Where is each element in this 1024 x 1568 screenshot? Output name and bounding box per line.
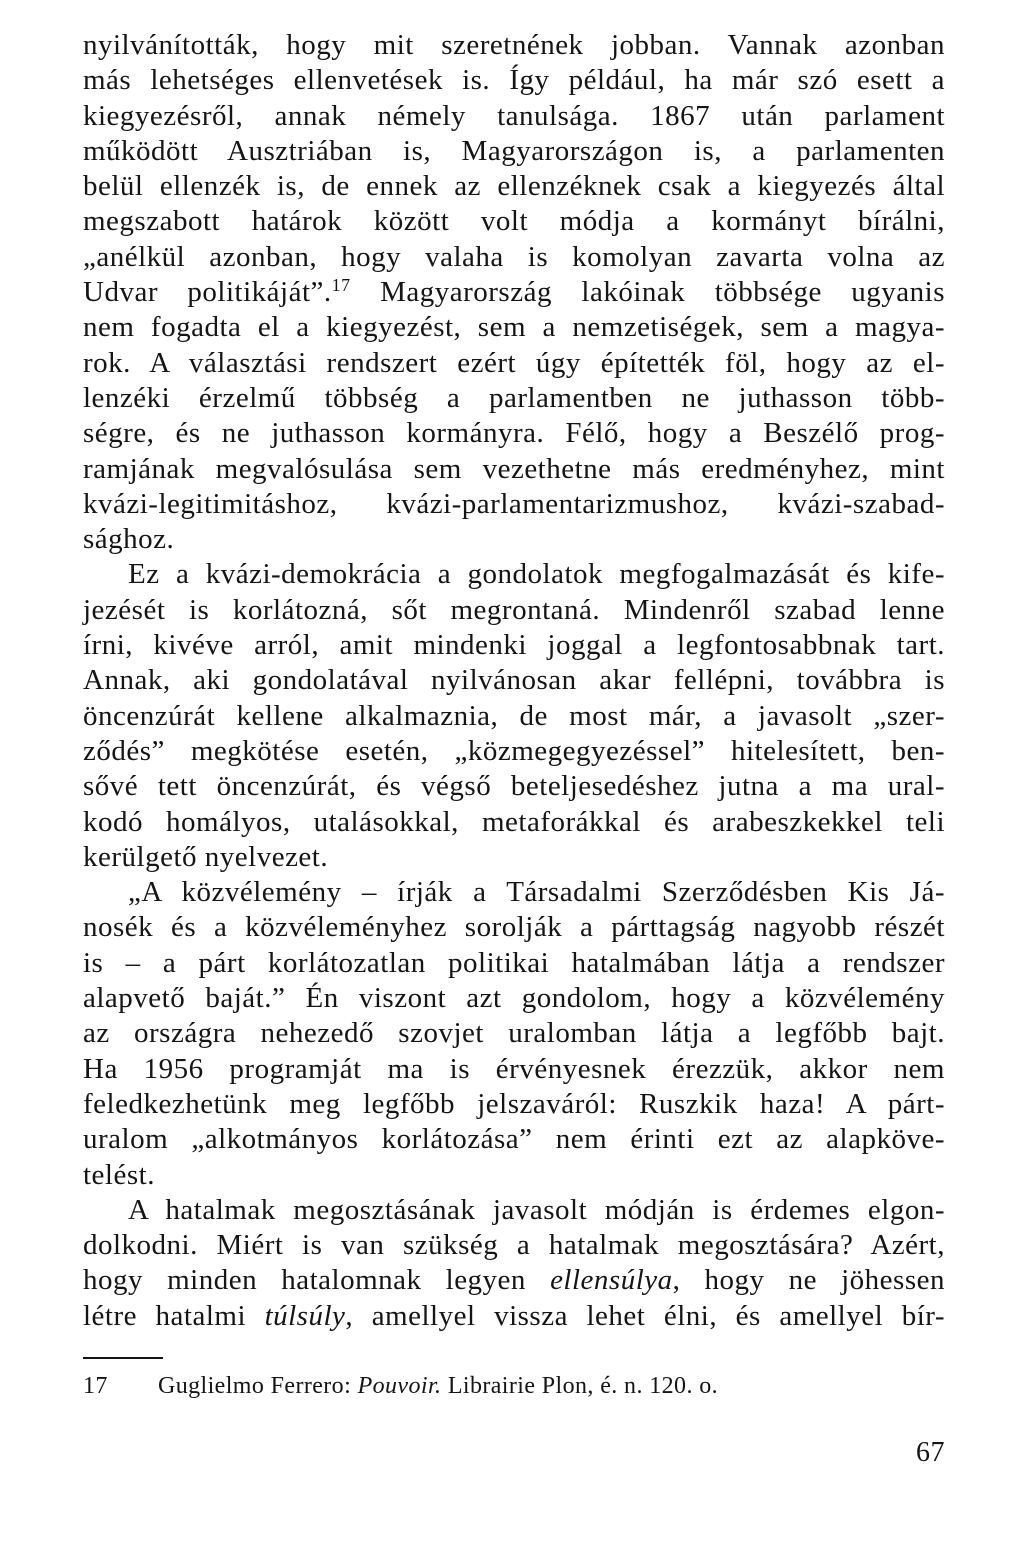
text-segment: , hogy ne jöhessen [672,1264,945,1297]
text-line [83,134,945,169]
text-line [83,557,945,592]
text-line [83,169,945,204]
footnote-title: Pouvoir. [357,1373,442,1399]
text-segment: sővé tett öncenzúrát, és végső beteljesedéshez jutna a ma ural- [83,770,945,803]
text-segment: kiegyezésről, annak némely tanulsága. 1867 után parlament [83,99,945,132]
text-segment: belül ellenzék is, de ennek az ellenzéknek csak a kiegyezés által [83,170,945,203]
text-line [83,981,945,1016]
text-segment: ződés” megkötése esetén, „közmegegyezéssel” hitelesített, ben- [83,734,945,767]
footnote-text [158,1373,718,1399]
text-line [83,487,945,522]
text-line [83,416,945,451]
text-line [83,769,945,804]
text-line [83,275,945,310]
body-text [83,28,945,1334]
text-line [83,204,945,239]
text-segment: működött Ausztriában is, Magyarországon is, a parlamenten [83,134,945,167]
text-line [83,805,945,840]
text-line [83,381,945,416]
page-number: 67 [916,1437,945,1468]
paragraph [83,28,945,557]
text-line [83,28,945,63]
paragraph [83,875,945,1193]
text-line [83,734,945,769]
text-segment: Ha 1956 programját ma is érvényesnek érezzük, akkor nem [83,1052,945,1085]
text-line [83,346,945,381]
text-segment: Udvar politikáját”. [83,276,332,309]
text-segment: nosék és a közvéleményhez sorolják a párttagság nagyobb részét [83,911,945,944]
text-line [83,663,945,698]
text-line [83,1122,945,1157]
text-segment: ramjának megvalósulása sem vezethetne más eredményhez, mint [83,452,945,485]
paragraph [83,557,945,875]
text-segment: dolkodni. Miért is van szükség a hatalmak megosztására? Azért, [83,1229,945,1262]
text-segment: lenzéki érzelmű többség a parlamentben ne juthasson több- [83,381,945,414]
text-line [83,1087,945,1122]
text-segment: telést. [83,1158,155,1191]
text-segment: megszabott határok között volt módja a kormányt bírálni, [83,205,945,238]
text-line [83,910,945,945]
text-segment: kerülgető nyelvezet. [83,840,329,873]
text-line [83,1299,945,1334]
text-segment: rok. A választási rendszert ezért úgy építették föl, hogy az el- [83,346,945,379]
text-segment: Magyarország lakóinak többsége ugyanis [350,276,946,309]
text-segment: sághoz. [83,523,175,556]
text-line [83,628,945,663]
text-segment: feledkezhetünk meg legfőbb jelszaváról: Ruszkik haza! A párt- [83,1087,945,1120]
text-line [83,240,945,275]
footnote-reference: 17 [331,275,351,296]
text-segment: jezését is korlátozná, sőt megrontaná. Mindenről szabad lenne [83,593,945,626]
text-line [83,593,945,628]
italic-text: ellensúlya [550,1264,673,1297]
text-line [83,840,945,875]
text-segment: , amellyel vissza lehet élni, és amellyel bír- [345,1299,945,1332]
text-segment: az országra nehezedő szovjet uralomban látja a legfőbb bajt. [83,1017,945,1050]
footnote-segment: Guglielmo Ferrero: [158,1373,358,1399]
text-line [83,1228,945,1263]
text-segment: A hatalmak megosztásának javasolt módján is érdemes elgon- [128,1193,945,1226]
text-segment: Ez a kvázi-demokrácia a gondolatok megfogalmazását és kife- [128,558,945,591]
text-segment: „anélkül azonban, hogy valaha is komolyan zavarta volna az [83,240,945,273]
text-line [83,99,945,134]
text-line [83,1052,945,1087]
text-segment: nyilvánították, hogy mit szeretnének jobban. Vannak azonban [83,29,945,61]
text-segment: kodó homályos, utalásokkal, metaforákkal és arabeszkekkel teli [83,805,945,838]
text-segment: létre hatalmi [83,1299,265,1332]
text-segment: nem fogadta el a kiegyezést, sem a nemzetiségek, sem a magya- [83,311,945,344]
footnote-segment: Librairie Plon, é. n. 120. o. [441,1373,719,1399]
text-segment: ségre, és ne juthasson kormányra. Félő, hogy a Beszélő prog- [83,417,945,450]
text-segment: Annak, aki gondolatával nyilvánosan akar fellépni, továbbra is [83,664,945,697]
text-segment: öncenzúrát kellene alkalmaznia, de most már, a javasolt „szer- [83,699,945,732]
text-line [83,946,945,981]
text-segment: is – a párt korlátozatlan politikai hatalmában látja a rendszer [83,946,945,979]
footnote-separator [83,1357,163,1359]
text-segment: „A közvélemény – írják a Társadalmi Szerződésben Kis Já- [128,876,945,909]
text-segment: uralom „alkotmányos korlátozása” nem érinti ezt az alapköve- [83,1123,945,1156]
paragraph [83,1193,945,1334]
italic-text: túlsúly [264,1299,346,1332]
footnote [83,1371,945,1401]
text-line [83,522,945,557]
text-line [83,1016,945,1051]
text-line [83,310,945,345]
text-line [83,699,945,734]
text-line [83,1263,945,1298]
text-segment: más lehetséges ellenvetések is. Így például, ha már szó esett a [83,64,945,97]
footnote-number: 17 [83,1373,108,1399]
text-line [83,452,945,487]
text-line [83,63,945,98]
text-segment: kvázi-legitimitáshoz, kvázi-parlamentarizmushoz, kvázi-szabad- [83,487,945,520]
text-line [83,1158,945,1193]
text-line [83,1193,945,1228]
text-segment: alapvető baját.” Én viszont azt gondolom, hogy a közvélemény [83,982,945,1015]
text-segment: hogy minden hatalomnak legyen [83,1264,551,1297]
text-segment: írni, kivéve arról, amit mindenki joggal a legfontosabbnak tart. [83,629,945,662]
text-line [83,875,945,910]
